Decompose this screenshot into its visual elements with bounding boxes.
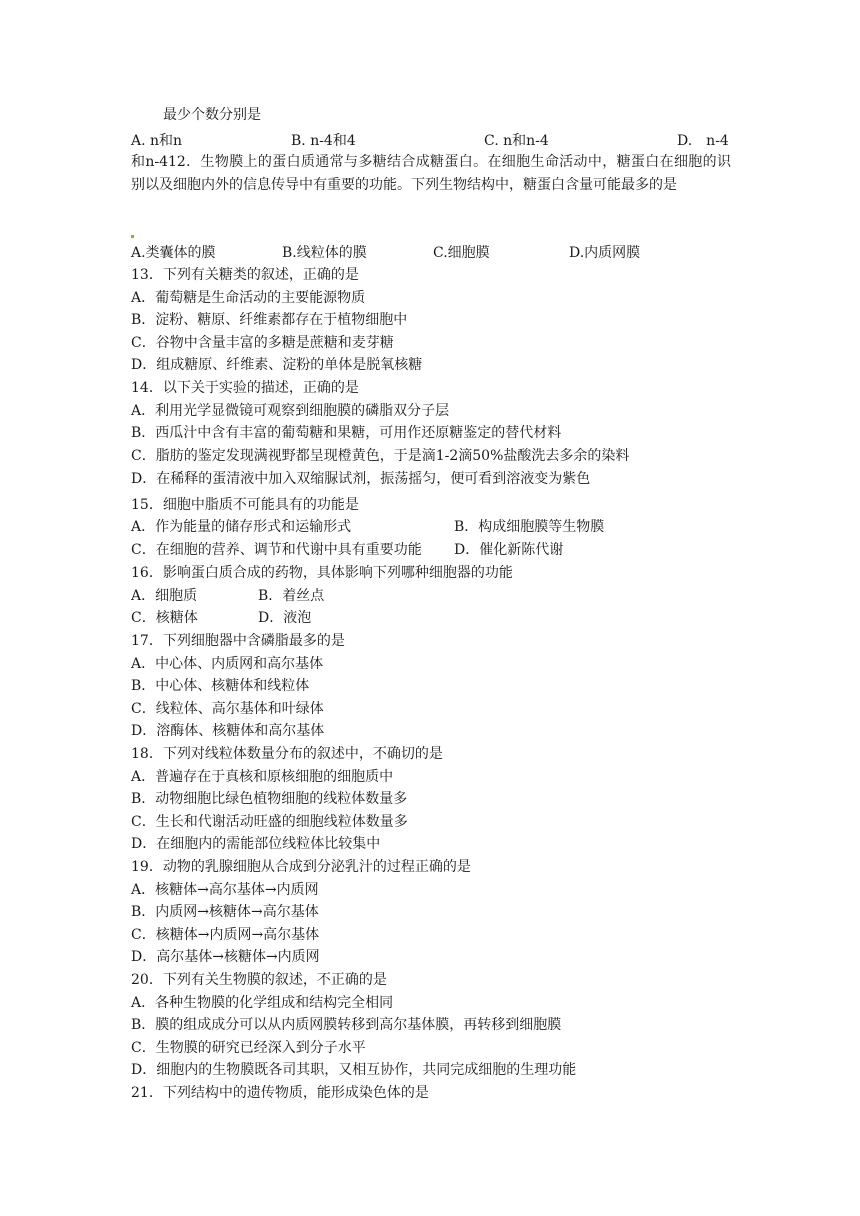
q20-option-d: D．细胞内的生物膜既各司其职，又相互协作，共同完成细胞的生理功能 [131,1062,577,1078]
q13-option-d: D．组成糖原、纤维素、淀粉的单体是脱氧核糖 [131,357,423,373]
q18-option-d: D．在细胞内的需能部位线粒体比较集中 [131,836,381,852]
q12-option-d: D.内质网膜 [569,245,641,261]
q14-option-c: C．脂肪的鉴定发现满视野都呈现橙黄色，于是滴1-2滴50%盐酸洗去多余的染料 [131,448,630,464]
q12-text: 和n-412．生物膜上的蛋白质通常与多糖结合成糖蛋白。在细胞生命活动中，糖蛋白在细胞的识别以及细胞内外的信息传导中有重要的功能。下列生物结构中，糖蛋白含量可能最多的是 [131,154,731,193]
q11-option-a: A. n和n [131,133,183,149]
q18-option-b: B．动物细胞比绿色植物细胞的线粒体数量多 [131,791,408,807]
q14-option-d: D．在稀释的蛋清液中加入双缩脲试剂，振荡摇匀，便可看到溶液变为紫色 [131,471,591,487]
q11-option-c: C. n和n-4 [484,133,549,149]
q15-option-a: A．作为能量的储存形式和运输形式 [131,519,352,535]
q13-stem: 13．下列有关糖类的叙述，正确的是 [131,267,359,283]
q15-option-b: B．构成细胞膜等生物膜 [454,519,605,535]
q19-option-b: B．内质网→核糖体→高尔基体 [131,904,319,920]
q20-option-c: C．生物膜的研究已经深入到分子水平 [131,1040,366,1056]
q12-option-b: B.线粒体的膜 [282,245,367,261]
q18-option-c: C．生长和代谢活动旺盛的细胞线粒体数量多 [131,814,408,830]
q12-option-c: C.细胞膜 [433,245,490,261]
stray-mark [131,235,134,238]
q16-option-b: B．着丝点 [258,588,325,604]
q15-stem: 15．细胞中脂质不可能具有的功能是 [131,497,359,513]
q11-stem: 最少个数分别是 [163,107,261,123]
q17-option-a: A．中心体、内质网和高尔基体 [131,656,324,672]
q15-option-c: C．在细胞的营养、调节和代谢中具有重要功能 [131,542,422,558]
q13-option-a: A．葡萄糖是生命活动的主要能源物质 [131,290,366,306]
q18-stem: 18．下列对线粒体数量分布的叙述中，不确切的是 [131,746,443,762]
q14-option-a: A．利用光学显微镜可观察到细胞膜的磷脂双分子层 [131,403,450,419]
q17-stem: 17．下列细胞器中含磷脂最多的是 [131,633,345,649]
q14-option-b: B．西瓜汁中含有丰富的葡萄糖和果糖，可用作还原糖鉴定的替代材料 [131,425,562,441]
q20-option-a: A．各种生物膜的化学组成和结构完全相同 [131,995,394,1011]
q19-option-c: C．核糖体→内质网→高尔基体 [131,927,320,943]
q13-option-b: B．淀粉、糖原、纤维素都存在于植物细胞中 [131,312,408,328]
q16-stem: 16．影响蛋白质合成的药物，具体影响下列哪种细胞器的功能 [131,565,513,581]
q19-option-d: D．高尔基体→核糖体→内质网 [131,949,320,965]
q18-option-a: A．普遍存在于真核和原核细胞的细胞质中 [131,769,394,785]
q19-option-a: A．核糖体→高尔基体→内质网 [131,882,319,898]
q16-option-d: D．液泡 [258,610,312,626]
q20-stem: 20．下列有关生物膜的叙述，不正确的是 [131,972,387,988]
q16-option-a: A．细胞质 [131,588,198,604]
q19-stem: 19．动物的乳腺细胞从合成到分泌乳汁的过程正确的是 [131,859,471,875]
q16-option-c: C．核糖体 [131,610,198,626]
q12-option-a: A.类囊体的膜 [131,245,216,261]
q17-option-b: B．中心体、核糖体和线粒体 [131,678,310,694]
q15-option-d: D．催化新陈代谢 [454,542,564,558]
q21-stem: 21．下列结构中的遗传物质，能形成染色体的是 [131,1085,429,1101]
q11-option-d: D. n-4 [677,133,729,149]
q17-option-d: D．溶酶体、核糖体和高尔基体 [131,723,325,739]
q14-stem: 14．以下关于实验的描述，正确的是 [131,380,359,396]
q13-option-c: C．谷物中含量丰富的多糖是蔗糖和麦芽糖 [131,335,394,351]
q20-option-b: B．膜的组成成分可以从内质网膜转移到高尔基体膜，再转移到细胞膜 [131,1017,562,1033]
q11-option-b: B. n-4和4 [291,133,356,149]
q17-option-c: C．线粒体、高尔基体和叶绿体 [131,701,324,717]
